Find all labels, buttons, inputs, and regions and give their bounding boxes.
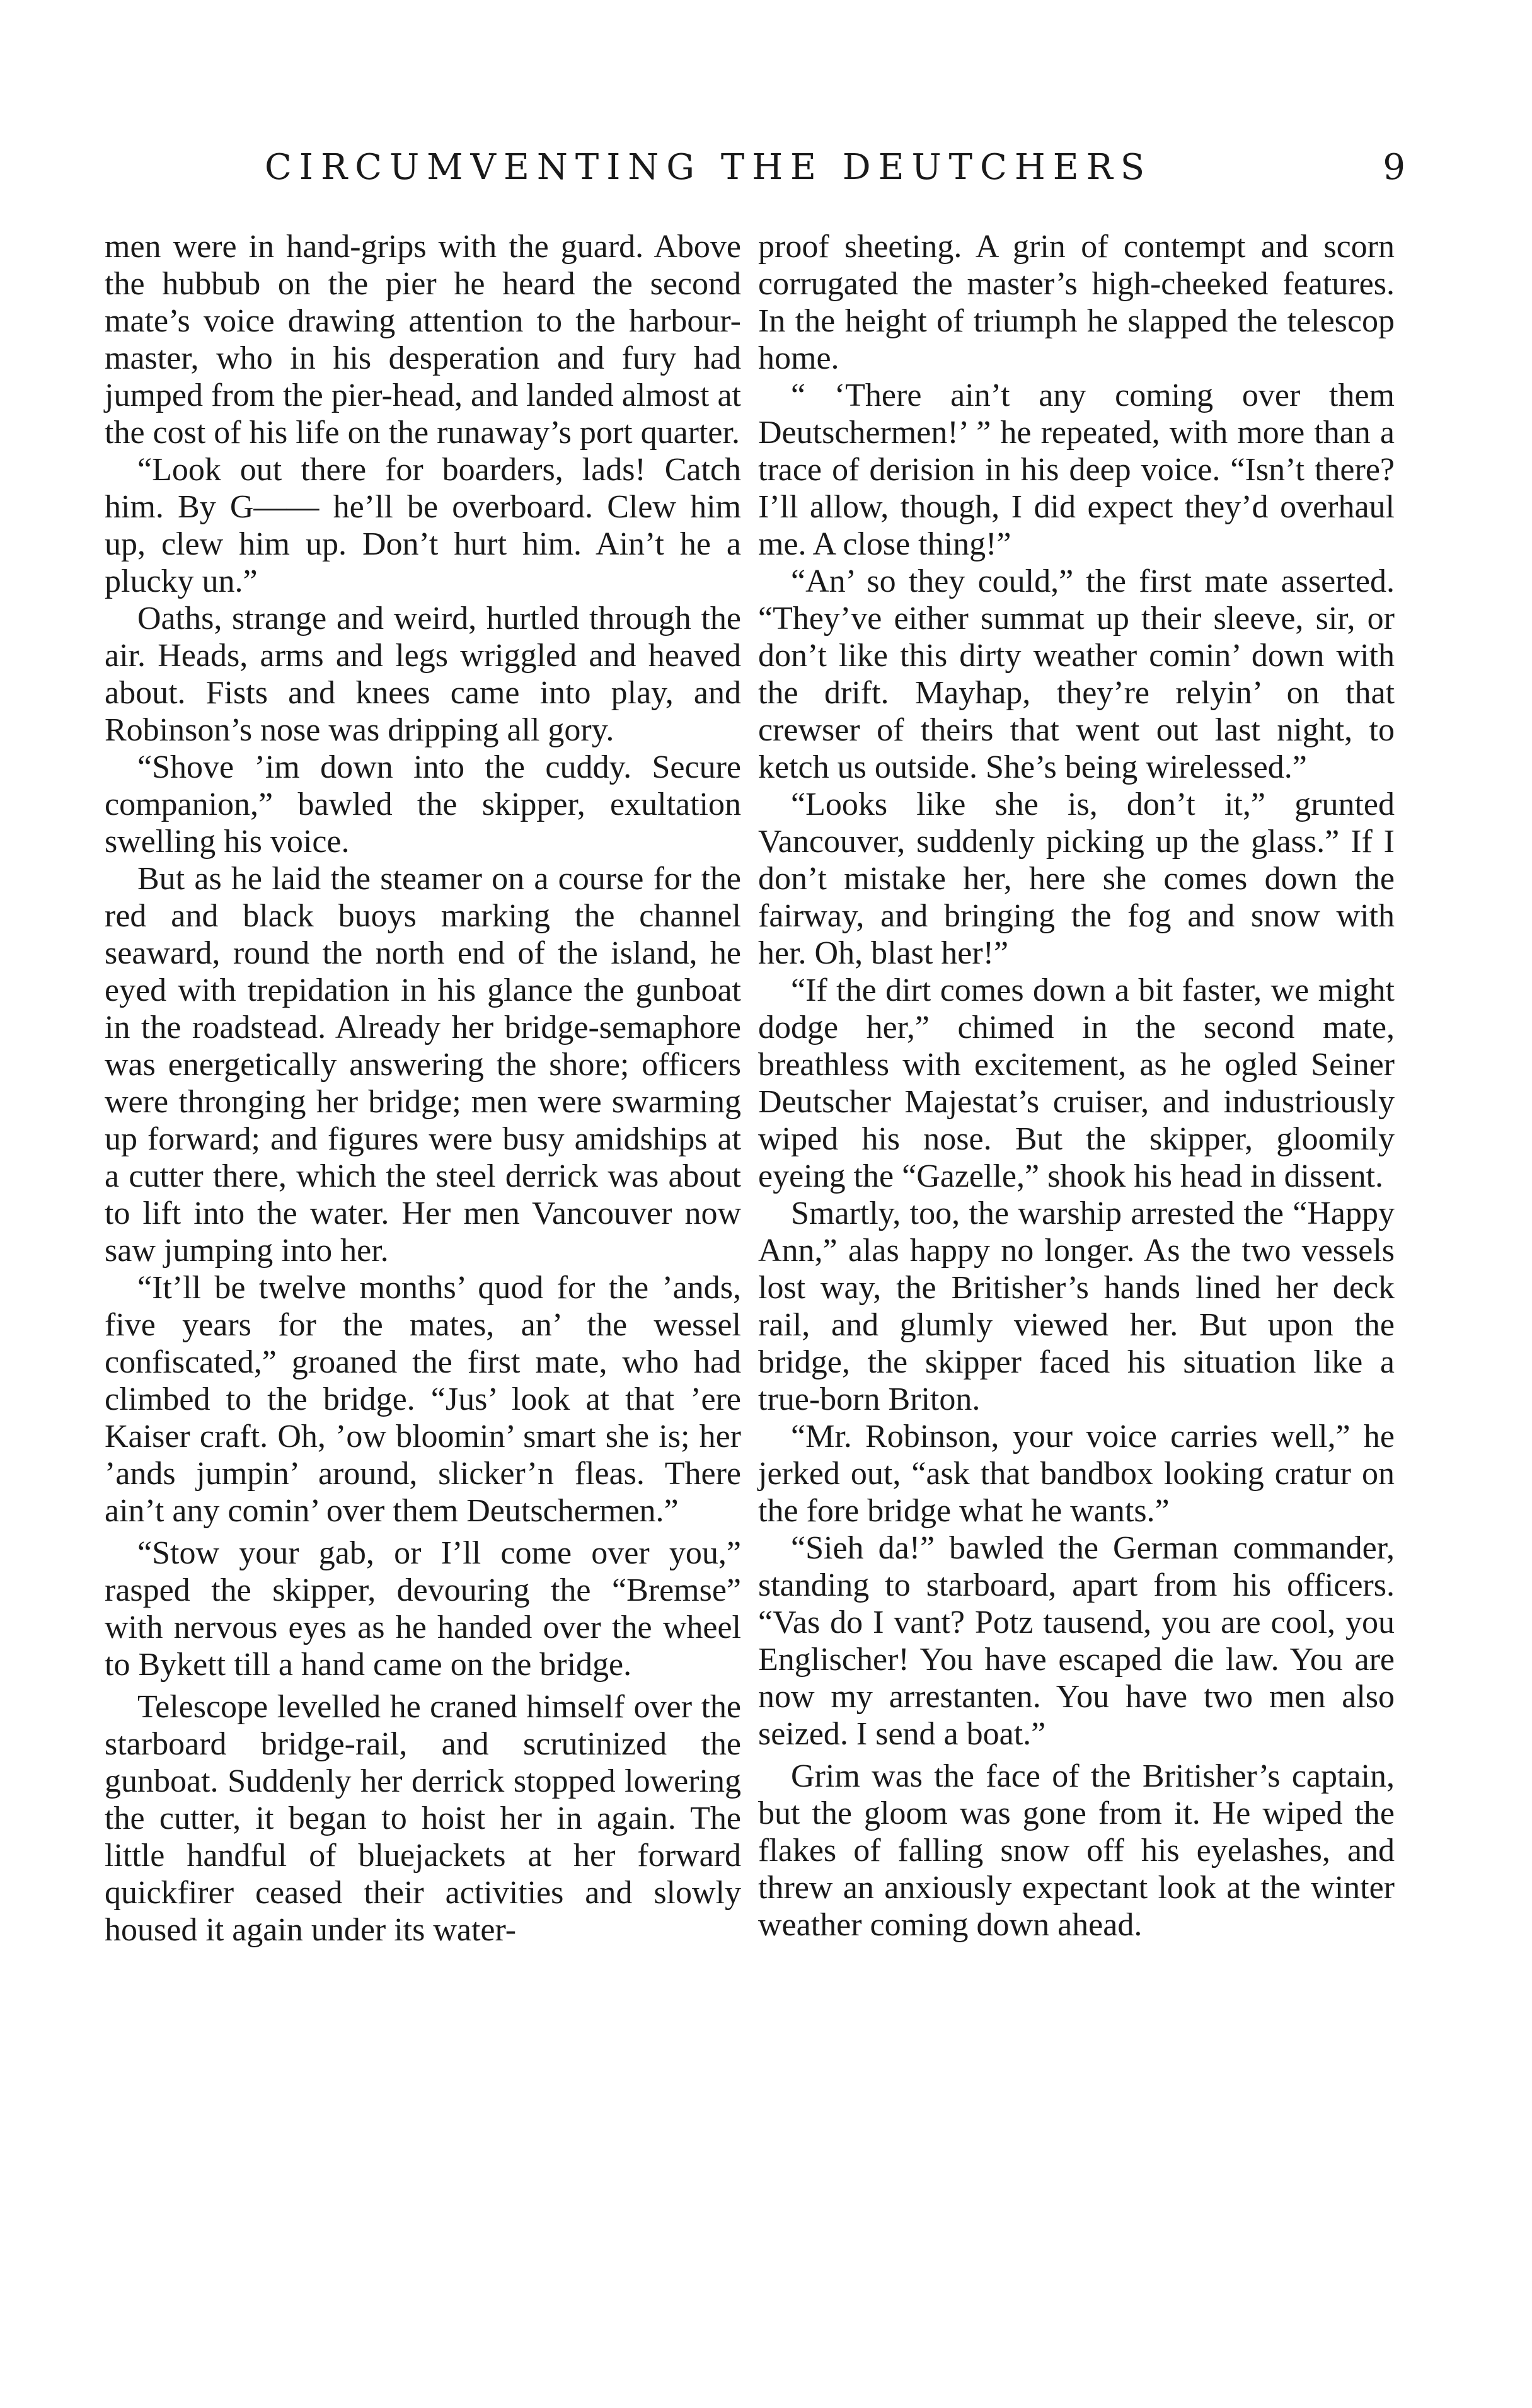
paragraph: Smartly, too, the warship arrested the “Happy Ann,” alas happy no longer. As the two vessels lost way, the Britisher’s hands lined her deck rail, and glumly viewed her. But upon the bridge, the skipper faced his situation like a true-born Briton. <box>758 1195 1395 1417</box>
running-title: CIRCUMVENTING THE DEUTCHERS <box>265 147 1153 188</box>
paragraph: “Stow your gab, or I’ll come over you,” rasped the skipper, devouring the “Bremse” with nervous eyes as he handed over the wheel to Bykett till a hand came on the bridge. <box>105 1535 741 1683</box>
paragraph: “An’ so they could,” the first mate asserted. “They’ve either summat up their sleeve, sir, or don’t like this dirty weather comin’ down with the drift. Mayhap, they’re relyin’ on that crewser of theirs that went out last night, to ketch us outside. She’s being wirelessed.” <box>758 563 1395 785</box>
paragraph: “If the dirt comes down a bit faster, we might dodge her,” chimed in the second mate, breathless with excitement, as he ogled Seiner Deutscher Majestat’s cruiser, and industriously wiped his nose. But the skipper, gloomily eyeing the “Gazelle,” shook his head in dissent. <box>758 972 1395 1194</box>
paragraph: men were in hand-grips with the guard. Above the hubbub on the pier he heard the second mate’s voice drawing attention to the harbour-master, who in his desperation and fury had jumped from the pier-head, and landed almost at the cost of his life on the runaway’s port quarter. <box>105 229 741 451</box>
paragraph: Grim was the face of the Britisher’s captain, but the gloom was gone from it. He wiped the flakes of falling snow off his eyelashes, and threw an anxiously expectant look at the winter weather coming down ahead. <box>758 1758 1395 1943</box>
paragraph: “It’ll be twelve months’ quod for the ’ands, five years for the mates, an’ the wessel confiscated,” groaned the first mate, who had climbed to the bridge. “Jus’ look at that ’ere Kaiser craft. Oh, ’ow bloomin’ smart she is; her ’ands jumpin’ around, slicker’n fleas. There ain’t any comin’ over them Deutschermen.” <box>105 1270 741 1529</box>
paragraph: But as he laid the steamer on a course for the red and black buoys marking the channel seaward, round the north end of the island, he eyed with trepidation in his glance the gunboat in the roadstead. Already her bridge-semaphore was energetically answering the shore; officers were thronging her bridge; men were swarming up forward; and figures were busy amidships at a cutter there, which the steel derrick was about to lift into the water. Her men Vancouver now saw jumping into her. <box>105 861 741 1269</box>
page-number: 9 <box>1383 147 1405 188</box>
paragraph: proof sheeting. A grin of contempt and scorn corrugated the master’s high-cheeked features. In the height of triumph he slapped the telescop home. <box>758 229 1395 376</box>
paragraph: Telescope levelled he craned himself over the starboard bridge-rail, and scrutinized the gunboat. Suddenly her derrick stopped lowering the cutter, it began to hoist her in again. The little handful of bluejackets at her forward quickfirer ceased their activities and slowly housed it again under its water- <box>105 1689 741 1948</box>
left-column <box>105 228 741 1949</box>
paragraph: “Looks like she is, don’t it,” grunted Vancouver, suddenly picking up the glass.” If I don’t mistake her, here she comes down the fairway, and bringing the fog and snow with her. Oh, blast her!” <box>758 786 1395 971</box>
paragraph: “Shove ’im down into the cuddy. Secure companion,” bawled the skipper, exultation swelling his voice. <box>105 749 741 860</box>
right-column <box>758 228 1395 1944</box>
paragraph: “Mr. Robinson, your voice carries well,” he jerked out, “ask that bandbox looking cratur on the fore bridge what he wants.” <box>758 1419 1395 1529</box>
paragraph: “Sieh da!” bawled the German commander, standing to starboard, apart from his officers. “Vas do I vant? Potz tausend, you are cool, you Englischer! You have escaped die law. You are now my arrestanten. You have two men also seized. I send a boat.” <box>758 1530 1395 1752</box>
paragraph: Oaths, strange and weird, hurtled through the air. Heads, arms and legs wriggled and heaved about. Fists and knees came into play, and Robinson’s nose was dripping all gory. <box>105 601 741 748</box>
paragraph: “ ‘There ain’t any coming over them Deutschermen!’ ” he repeated, with more than a trace of derision in his deep voice. “Isn’t there? I’ll allow, though, I did expect they’d overhaul me. A close thing!” <box>758 377 1395 562</box>
paragraph: “Look out there for boarders, lads! Catch him. By G—— he’ll be overboard. Clew him up, clew him up. Don’t hurt him. Ain’t he a plucky un.” <box>105 452 741 599</box>
